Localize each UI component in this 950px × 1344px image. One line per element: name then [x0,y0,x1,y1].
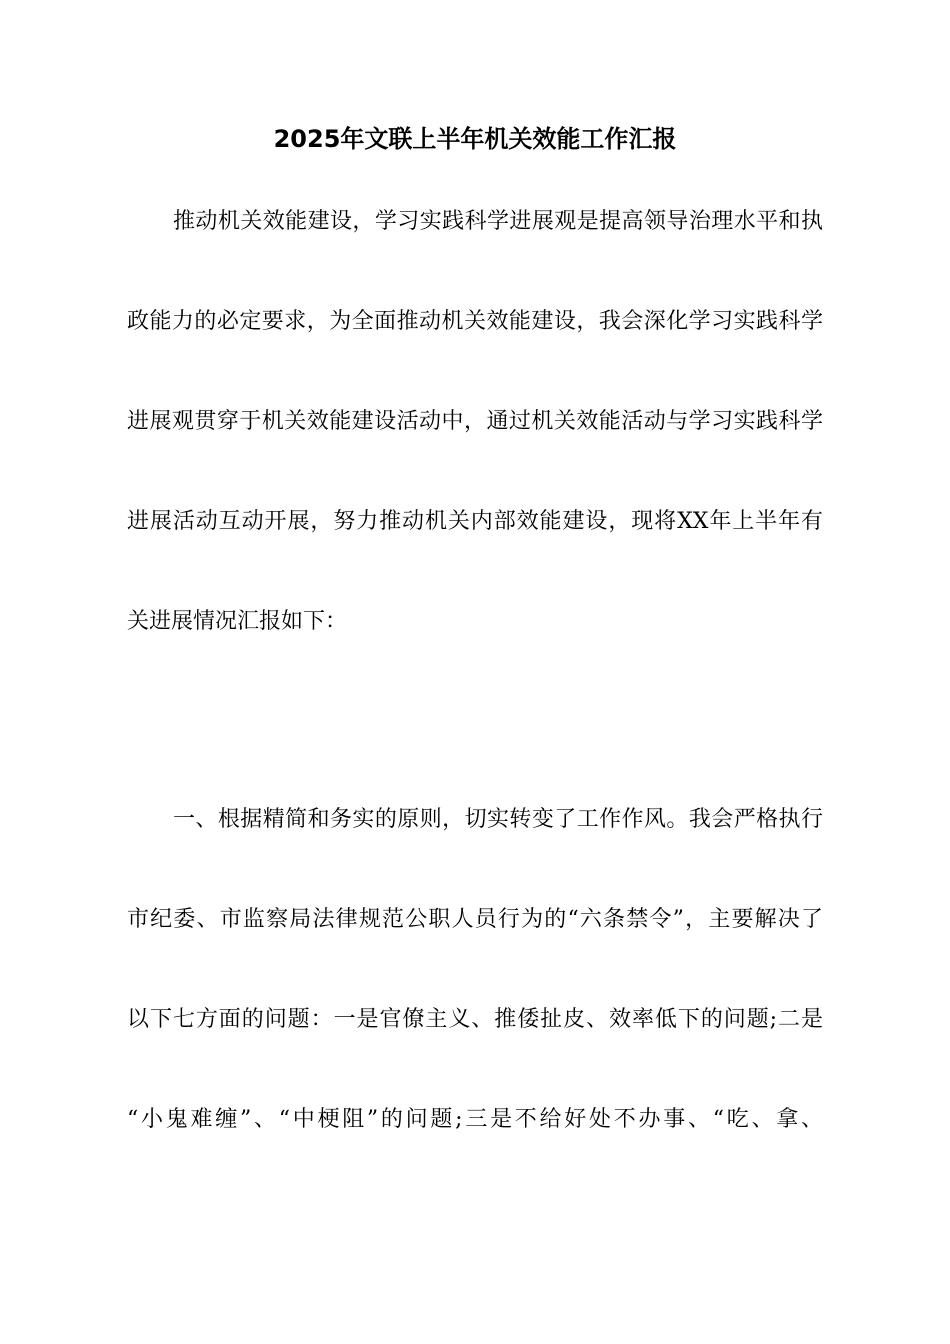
paragraph-line: 政能力的必定要求，为全面推动机关效能建设，我会深化学习实践科学 [127,309,823,334]
document-title: 2025年文联上半年机关效能工作汇报 [273,125,677,153]
paragraph-line: 推动机关效能建设，学习实践科学进展观是提高领导治理水平和执 [173,209,823,234]
paragraph-line: 以下七方面的问题：一是官僚主义、推倭扯皮、效率低下的问题;二是 [127,1007,823,1032]
paragraph-line: 进展观贯穿于机关效能建设活动中，通过机关效能活动与学习实践科学 [127,409,823,434]
paragraph-line: 进展活动互动开展，努力推动机关内部效能建设，现将XX年上半年有 [127,509,823,534]
paragraph-line: 关进展情况汇报如下： [127,609,348,634]
paragraph-line: 市纪委、市监察局法律规范公职人员行为的“六条禁令”，主要解决了 [127,907,823,932]
paragraph-line: 一、根据精简和务实的原则，切实转变了工作作风。我会严格执行 [173,807,823,832]
paragraph-line: “小鬼难缠”、“中梗阻”的问题;三是不给好处不办事、“吃、拿、 [127,1107,823,1132]
